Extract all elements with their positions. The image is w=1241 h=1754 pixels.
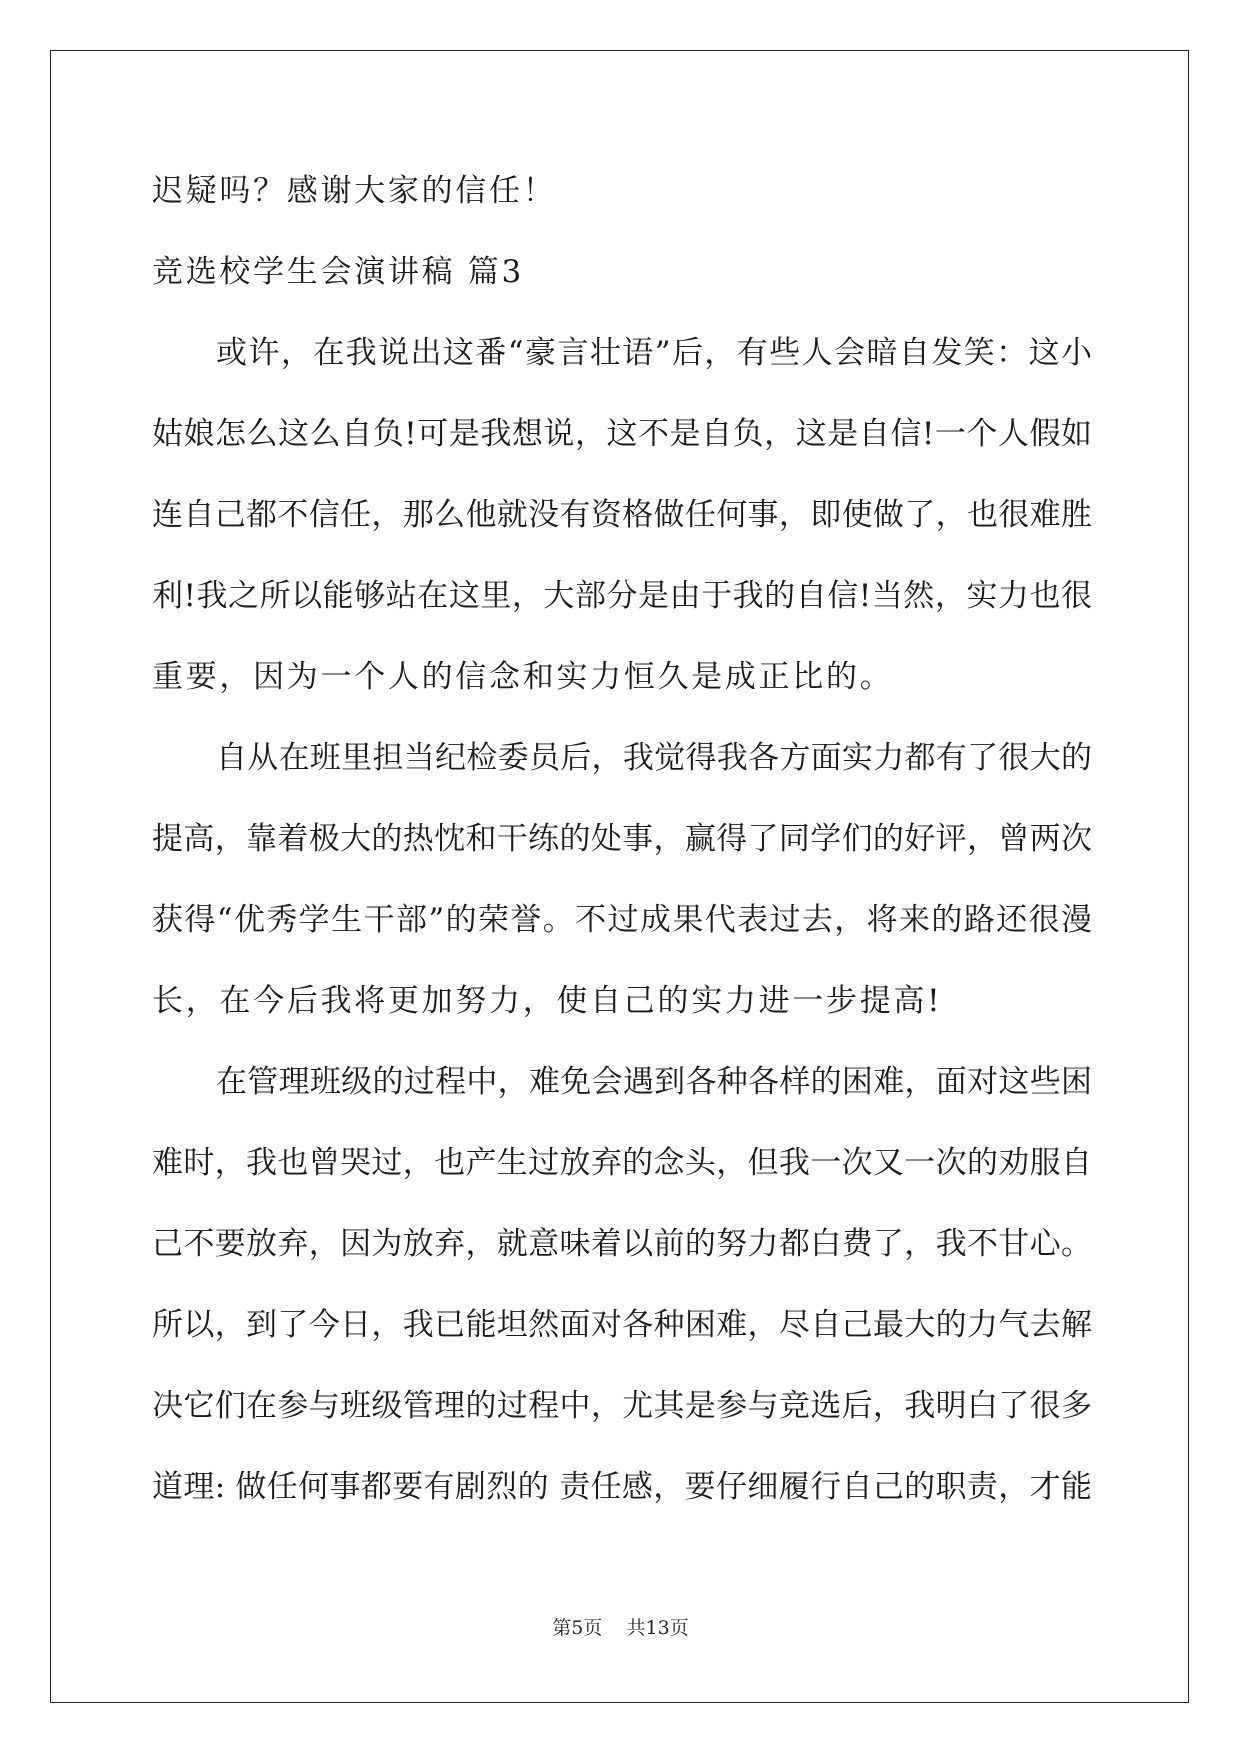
text-line: 长，在今后我将更加努力，使自己的实力进一步提高! [152,983,943,1019]
text-line: 或许，在我说出这番“豪言壮语”后，有些人会暗自发笑：这小 [216,335,1092,371]
text-line: 自从在班里担当纪检委员后，我觉得我各方面实力都有了很大的 [216,740,1092,776]
text-line: 重要，因为一个人的信念和实力恒久是成正比的。 [152,659,894,695]
section-heading: 竞选校学生会演讲稿 篇3 [152,254,524,290]
text-line: 决它们在参与班级管理的过程中，尤其是参与竞选后，我明白了很多 [152,1388,1092,1424]
text-line: 获得“优秀学生干部”的荣誉。不过成果代表过去，将来的路还很漫 [152,902,1092,938]
text-line: 连自己都不信任，那么他就没有资格做任何事，即使做了，也很难胜 [152,497,1092,533]
text-line: 提高，靠着极大的热忱和干练的处事，赢得了同学们的好评，曾两次 [152,821,1092,857]
document-body [152,160,1092,1537]
text-line: 所以，到了今日，我已能坦然面对各种困难，尽自己最大的力气去解 [152,1307,1092,1343]
text-line: 利!我之所以能够站在这里，大部分是由于我的自信!当然，实力也很 [152,578,1092,614]
text-line: 在管理班级的过程中，难免会遇到各种各样的困难，面对这些困 [216,1064,1092,1100]
page-number: 第5页 [552,1617,603,1639]
text-line: 迟疑吗？感谢大家的信任！ [152,173,557,209]
text-line: 己不要放弃，因为放弃，就意味着以前的努力都白费了，我不甘心。 [152,1226,1092,1262]
page-footer [0,1616,1241,1640]
text-line: 姑娘怎么这么自负!可是我想说，这不是自负，这是自信!一个人假如 [152,416,1092,452]
text-line: 道理: 做任何事都要有剧烈的 责任感，要仔细履行自己的职责，才能 [152,1469,1092,1505]
page-total: 共13页 [626,1617,689,1639]
text-line: 难时，我也曾哭过，也产生过放弃的念头，但我一次又一次的劝服自 [152,1145,1092,1181]
